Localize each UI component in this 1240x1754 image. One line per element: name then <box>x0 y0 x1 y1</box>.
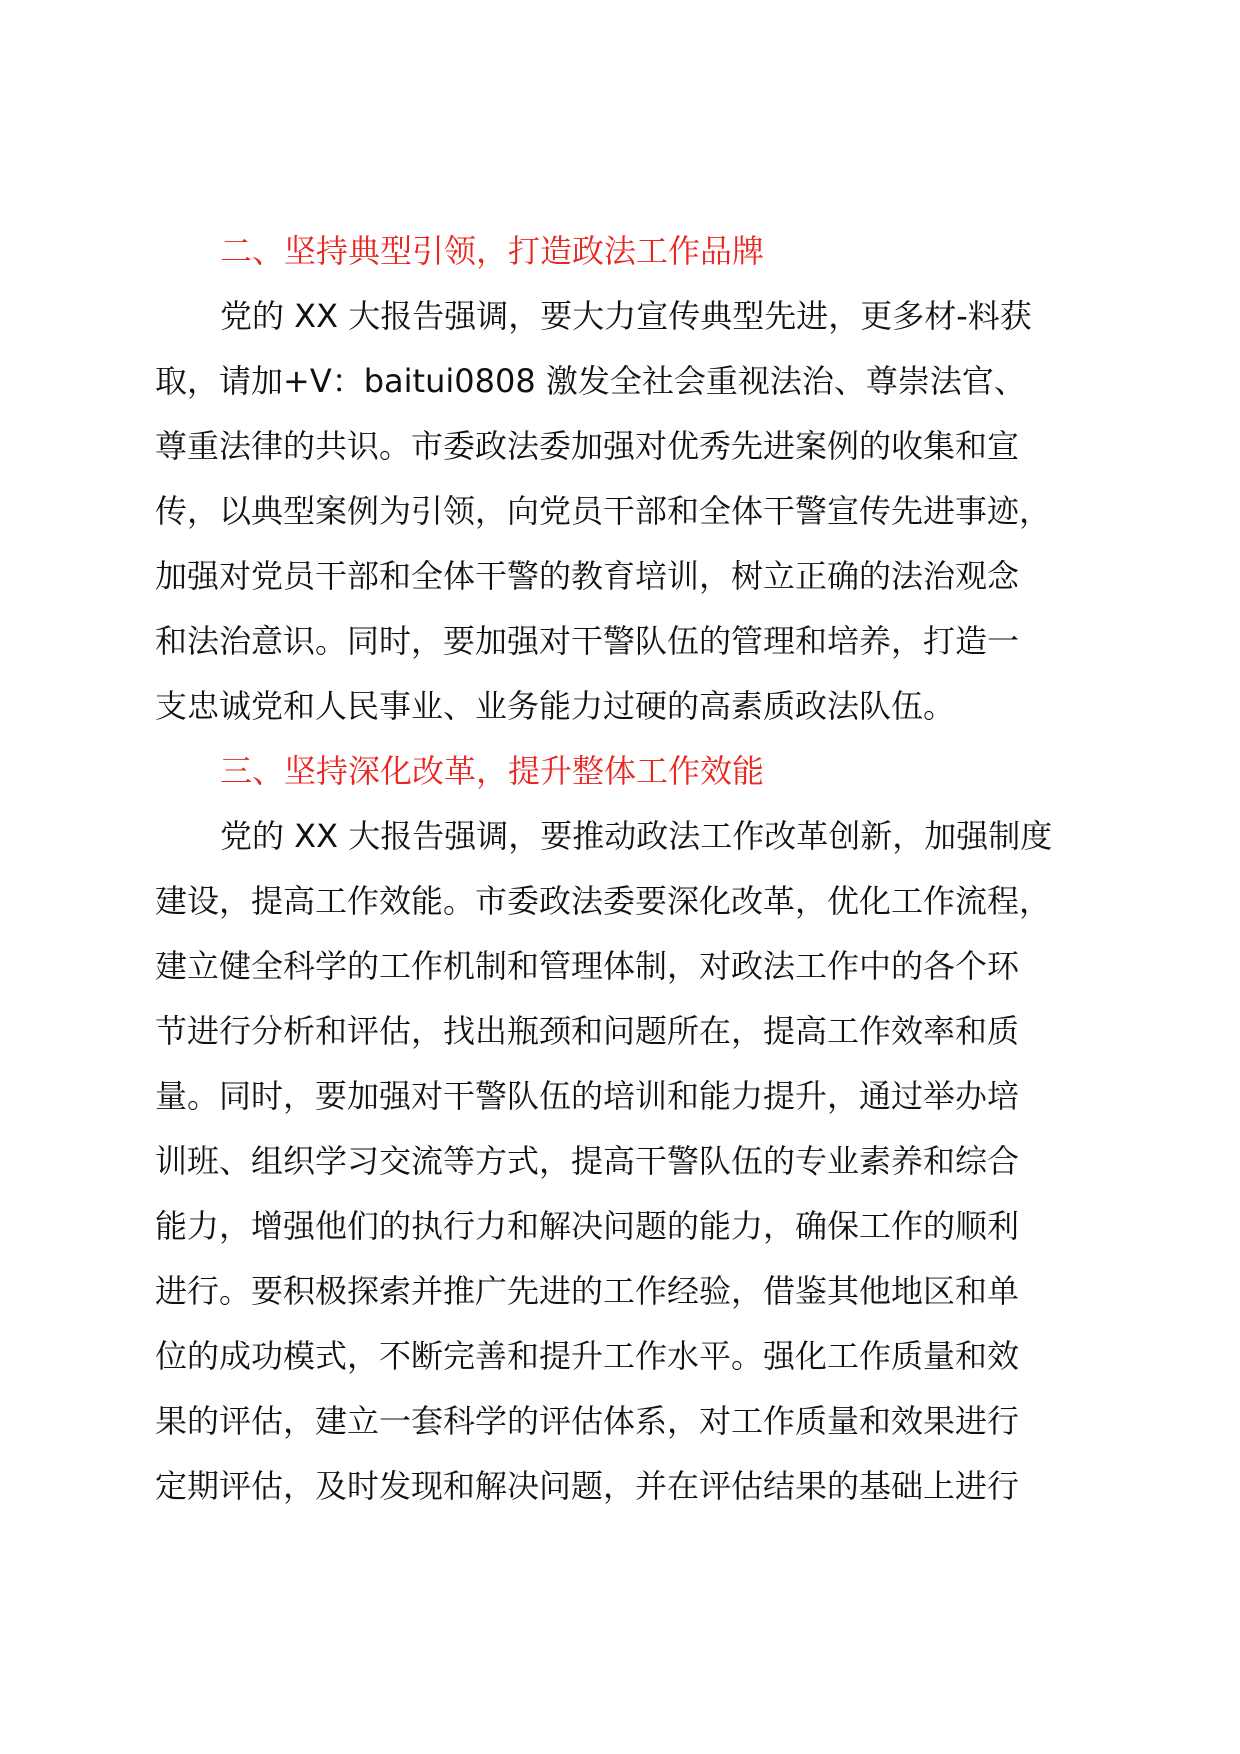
section-heading: 二、坚持典型引领，打造政法工作品牌 <box>220 232 765 270</box>
paragraph-line: 加强对党员干部和全体干警的教育培训，树立正确的法治观念 <box>155 557 1020 595</box>
paragraph-line: 取，请加+V：baitui0808 激发全社会重视法治、尊崇法官、 <box>155 362 1026 400</box>
paragraph-line: 节进行分析和评估，找出瓶颈和问题所在，提高工作效率和质 <box>155 1012 1020 1050</box>
paragraph-line: 支忠诚党和人民事业、业务能力过硬的高素质政法队伍。 <box>155 687 956 725</box>
paragraph-line: 定期评估，及时发现和解决问题，并在评估结果的基础上进行 <box>155 1467 1020 1505</box>
paragraph-line: 量。同时，要加强对干警队伍的培训和能力提升，通过举办培 <box>155 1077 1020 1115</box>
paragraph-line: 果的评估，建立一套科学的评估体系，对工作质量和效果进行 <box>155 1402 1020 1440</box>
paragraph-line: 建设，提高工作效能。市委政法委要深化改革，优化工作流程， <box>155 882 1052 920</box>
paragraph-line: 能力，增强他们的执行力和解决问题的能力，确保工作的顺利 <box>155 1207 1020 1245</box>
document-body <box>155 219 1115 1519</box>
paragraph-line: 和法治意识。同时，要加强对干警队伍的管理和培养，打造一 <box>155 622 1020 660</box>
paragraph-line: 传，以典型案例为引领，向党员干部和全体干警宣传先进事迹， <box>155 492 1052 530</box>
paragraph-line: 建立健全科学的工作机制和管理体制，对政法工作中的各个环 <box>155 947 1020 985</box>
paragraph-line: 尊重法律的共识。市委政法委加强对优秀先进案例的收集和宣 <box>155 427 1020 465</box>
paragraph-line: 党的 XX 大报告强调，要推动政法工作改革创新，加强制度 <box>220 817 1053 855</box>
paragraph-line: 党的 XX 大报告强调，要大力宣传典型先进，更多材-料获 <box>220 297 1032 335</box>
paragraph-line: 进行。要积极探索并推广先进的工作经验，借鉴其他地区和单 <box>155 1272 1020 1310</box>
paragraph-line: 训班、组织学习交流等方式，提高干警队伍的专业素养和综合 <box>155 1142 1020 1180</box>
paragraph-line: 位的成功模式，不断完善和提升工作水平。强化工作质量和效 <box>155 1337 1020 1375</box>
section-heading: 三、坚持深化改革，提升整体工作效能 <box>220 752 765 790</box>
